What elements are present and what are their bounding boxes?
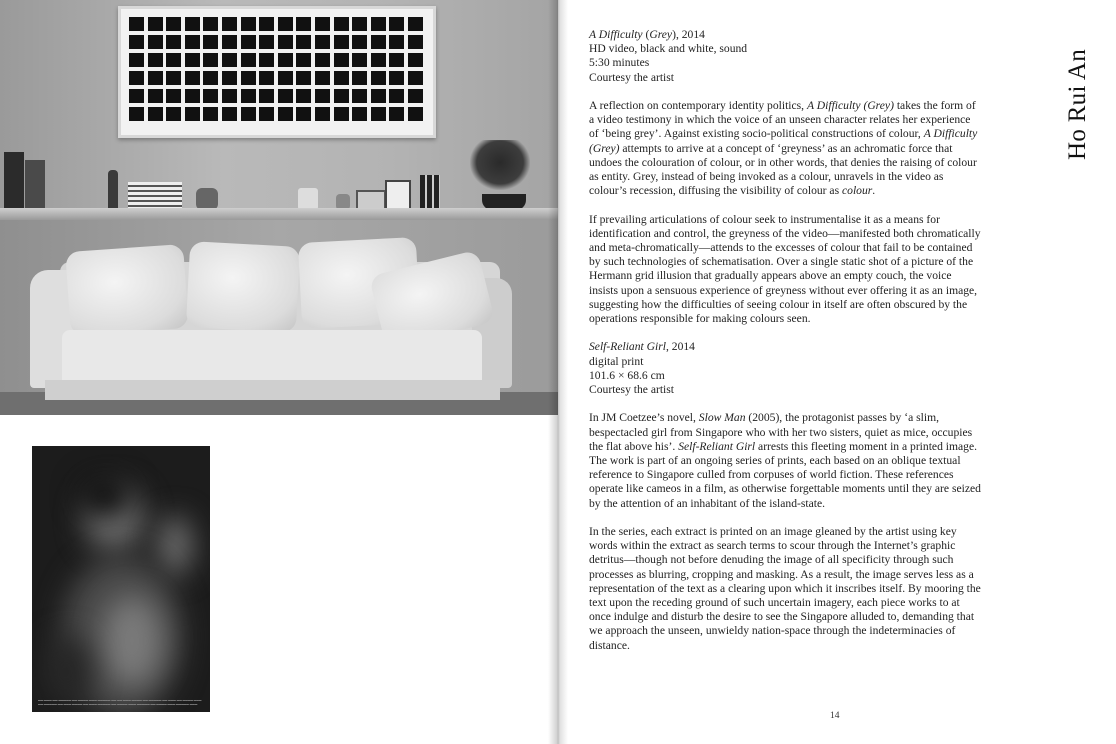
grid-square bbox=[371, 35, 386, 49]
grid-square bbox=[352, 17, 367, 31]
pillow bbox=[186, 241, 300, 333]
grid-square bbox=[408, 17, 423, 31]
grid-square bbox=[129, 89, 144, 103]
grid-square bbox=[408, 35, 423, 49]
grid-square bbox=[408, 53, 423, 67]
books-left bbox=[4, 152, 24, 210]
grid-square bbox=[166, 17, 181, 31]
grid-square bbox=[371, 89, 386, 103]
grid-square bbox=[129, 107, 144, 121]
work2-title-line bbox=[589, 340, 981, 354]
grid-square bbox=[166, 35, 181, 49]
grid-square bbox=[296, 71, 311, 85]
grid-square bbox=[148, 71, 163, 85]
grid-square bbox=[241, 107, 256, 121]
hermann-grid bbox=[129, 17, 423, 121]
grid-square bbox=[352, 89, 367, 103]
grid-square bbox=[315, 17, 330, 31]
grid-square bbox=[352, 107, 367, 121]
grid-square bbox=[185, 107, 200, 121]
work1-title-line: A Difficulty (Grey), 2014 bbox=[589, 28, 705, 41]
grid-square bbox=[371, 53, 386, 67]
grid-square bbox=[408, 71, 423, 85]
figurine bbox=[108, 170, 118, 210]
work-title-inline: Self-Reliant Girl bbox=[678, 439, 756, 453]
grid-square bbox=[296, 107, 311, 121]
print-caption-illegible: ▬▬ ▬▬▬ ▬▬ ▬▬▬▬▬ ▬▬ ▬▬▬▬ ▬▬▬ ▬▬▬▬▬ ▬▬ ▬▬ ▬▬▬ ▬▬▬▬ ▬▬ ▬▬▬▬▬ ▬▬ ▬▬▬ ▬▬ ▬▬▬▬ ▬▬▬ ▬▬ ▬▬▬▬▬ ▬▬ ▬▬▬ ▬▬▬▬ ▬▬ ▬▬▬ ▬▬▬▬▬ ▬▬ ▬▬▬▬ ▬▬▬ ▬▬▬▬▬ ▬▬ ▬▬▬▬ ▬▬▬ ▬▬▬▬▬ ▬▬▬ bbox=[38, 699, 202, 706]
grid-square bbox=[389, 53, 404, 67]
grid-square bbox=[389, 35, 404, 49]
grid-square bbox=[334, 53, 349, 67]
text-run: takes the form of a video testimony in which the voice of an unseen character relates her experience of ‘being grey’. Against existing socio-political constructions of colour, bbox=[589, 99, 976, 141]
work2-dimensions: 101.6 × 68.6 cm bbox=[589, 368, 665, 382]
grid-square bbox=[278, 89, 293, 103]
grid-square bbox=[222, 107, 237, 121]
novel-title: Slow Man bbox=[698, 411, 746, 425]
work1-paragraph-1 bbox=[589, 99, 981, 198]
grid-square bbox=[334, 17, 349, 31]
text-run: . bbox=[872, 184, 876, 198]
work1-duration: 5:30 minutes bbox=[589, 56, 650, 70]
books-left-2 bbox=[25, 160, 45, 210]
grid-square bbox=[222, 53, 237, 67]
grid-square bbox=[371, 71, 386, 85]
grid-square bbox=[148, 35, 163, 49]
work-title-inline: A Difficulty (Grey) bbox=[806, 99, 894, 112]
grid-square bbox=[129, 71, 144, 85]
grid-square bbox=[203, 53, 218, 67]
grid-square bbox=[389, 71, 404, 85]
grid-square bbox=[408, 107, 423, 121]
grid-square bbox=[185, 89, 200, 103]
grid-square bbox=[259, 71, 274, 85]
grid-square bbox=[166, 71, 181, 85]
grid-square bbox=[222, 89, 237, 103]
mug bbox=[298, 188, 318, 210]
grid-square bbox=[259, 89, 274, 103]
grid-square bbox=[389, 89, 404, 103]
grid-square bbox=[334, 107, 349, 121]
grid-square bbox=[222, 17, 237, 31]
grid-square bbox=[296, 35, 311, 49]
grid-square bbox=[222, 71, 237, 85]
grid-square bbox=[241, 35, 256, 49]
work2-title: Self-Reliant Girl bbox=[589, 340, 666, 354]
pillow bbox=[65, 244, 189, 336]
grid-square bbox=[185, 17, 200, 31]
grid-square bbox=[129, 35, 144, 49]
text-run: A Difficulty bbox=[923, 127, 978, 141]
grid-square bbox=[129, 17, 144, 31]
sofa-base bbox=[45, 380, 500, 400]
grid-square bbox=[148, 89, 163, 103]
grid-square bbox=[203, 17, 218, 31]
artwork-photo-couch bbox=[0, 0, 558, 415]
work1-credit: Courtesy the artist bbox=[589, 70, 675, 84]
grid-square bbox=[315, 35, 330, 49]
work2-year: , 2014 bbox=[665, 340, 695, 354]
grid-square bbox=[203, 107, 218, 121]
grid-square bbox=[371, 17, 386, 31]
blurred-figure-hand bbox=[158, 516, 192, 576]
grid-square bbox=[203, 35, 218, 49]
artist-name: Ho Rui An bbox=[1064, 48, 1091, 160]
work2-caption bbox=[589, 340, 981, 397]
blurred-figure-shade bbox=[42, 636, 92, 706]
work1-paragraph-2: If prevailing articulations of colour seek to instrumentalise it as a means for identification and control, the greyness of the video—manifested both chromatically and meta-chromatically—attends to the excesses of colour that fail to be contained by such technologies of schematisation. Over a single static shot of a picture of the Hermann grid illusion that gradually appears above an empty couch, the voice insists upon a sensuous experience of greyness without ever offering it as an image, suggesting how the difficulties of seeing colour in itself are often obscured by the operations responsible for making colours seen. bbox=[589, 212, 981, 326]
grid-square bbox=[334, 71, 349, 85]
work1-year: , 2014 bbox=[675, 28, 705, 41]
grid-square bbox=[296, 89, 311, 103]
grid-square bbox=[259, 53, 274, 67]
bonsai-plant bbox=[470, 140, 530, 190]
grid-square bbox=[241, 71, 256, 85]
right-page bbox=[558, 0, 1116, 744]
grid-square bbox=[185, 71, 200, 85]
grid-square bbox=[185, 53, 200, 67]
grid-square bbox=[278, 107, 293, 121]
grid-square bbox=[222, 35, 237, 49]
grid-square bbox=[166, 53, 181, 67]
stack-of-books bbox=[128, 182, 182, 210]
work-title-inline: A Difficulty (Grey) bbox=[589, 127, 978, 155]
grid-square bbox=[241, 89, 256, 103]
grid-square bbox=[352, 53, 367, 67]
grid-square bbox=[315, 53, 330, 67]
work2-paragraph-1 bbox=[589, 411, 981, 510]
grid-square bbox=[259, 17, 274, 31]
grid-square bbox=[166, 107, 181, 121]
small-ornaments bbox=[196, 188, 218, 210]
grid-square bbox=[278, 71, 293, 85]
grid-square bbox=[185, 35, 200, 49]
work2-medium: digital print bbox=[589, 354, 644, 368]
grid-square bbox=[129, 53, 144, 67]
grid-square bbox=[278, 53, 293, 67]
text-run: A Difficulty bbox=[806, 99, 861, 112]
books-right bbox=[420, 175, 440, 210]
text-run: attempts to arrive at a concept of ‘greyness’ as an achromatic force that undoes the colouration of colour, or in other words, that denies the raising of colour as entity. Grey, instead of being invoked as a colour, unravels in the video as colour’s recession, diffusing the visibility of colour as bbox=[589, 141, 977, 198]
grid-square bbox=[259, 107, 274, 121]
work1-caption bbox=[589, 28, 981, 85]
grid-square bbox=[148, 17, 163, 31]
grid-square bbox=[203, 71, 218, 85]
grid-square bbox=[315, 89, 330, 103]
work1-title-a: A Difficulty bbox=[589, 28, 643, 41]
text-run: (2005), the protagonist passes by ‘a slim, bespectacled girl from Singapore who with her two sisters, quiet as mice, occupies the flat above his’. bbox=[589, 411, 973, 453]
hermann-grid-picture bbox=[118, 6, 436, 138]
work2-paragraph-2: In the series, each extract is printed on an image gleaned by the artist using key words within the extract as search terms to scour through the Internet’s graphic detritus—though not before denuding the image of all specificity through such processes as blurring, cropping and masking. As a result, the image serves less as a representation of the text as a clearing upon which it inscribes itself. By mooring the text upon the receding ground of such uncertain imagery, each piece works to at once indulge and disturb the desire to see the Singapore alluded to, demanding that we approach the unseen, unwieldy nation-space through the indeterminacies of distance. bbox=[589, 525, 981, 652]
grid-square bbox=[296, 17, 311, 31]
text-run: arrests this fleeting moment in a printed image. The work is part of an ongoing series of prints, each based on an oblique textual reference to Singapore culled from corpuses of world fiction. These references operate like cameos in a film, as otherwise forgettable moments until they are seized by the attention of an inhabitant of the island-state. bbox=[589, 439, 981, 510]
grid-square bbox=[352, 35, 367, 49]
text-run: In JM Coetzee’s novel, bbox=[589, 411, 699, 425]
grid-square bbox=[315, 107, 330, 121]
grid-square bbox=[315, 71, 330, 85]
grid-square bbox=[148, 53, 163, 67]
text-column bbox=[589, 28, 981, 667]
shelf bbox=[0, 208, 558, 220]
grid-square bbox=[334, 35, 349, 49]
grid-square bbox=[241, 17, 256, 31]
grid-square bbox=[148, 107, 163, 121]
grid-square bbox=[389, 17, 404, 31]
grid-square bbox=[278, 35, 293, 49]
text-run: Grey bbox=[867, 99, 891, 112]
grid-square bbox=[203, 89, 218, 103]
grid-square bbox=[371, 107, 386, 121]
emphasis-colour: colour bbox=[842, 184, 873, 198]
grid-square bbox=[408, 89, 423, 103]
book-gutter bbox=[548, 0, 568, 744]
blurred-figure-hair bbox=[80, 476, 130, 516]
text-run: A reflection on contemporary identity politics, bbox=[589, 99, 807, 112]
grid-square bbox=[166, 89, 181, 103]
grid-square bbox=[334, 89, 349, 103]
grid-square bbox=[389, 107, 404, 121]
work1-medium: HD video, black and white, sound bbox=[589, 42, 748, 56]
work2-credit: Courtesy the artist bbox=[589, 383, 675, 397]
grid-square bbox=[296, 53, 311, 67]
grid-square bbox=[259, 35, 274, 49]
grid-square bbox=[278, 17, 293, 31]
grid-square bbox=[352, 71, 367, 85]
grid-square bbox=[241, 53, 256, 67]
page-number: 14 bbox=[830, 711, 840, 721]
text-run: Grey bbox=[592, 141, 616, 155]
artist-name-vertical bbox=[1058, 30, 1098, 170]
work1-title-b: Grey bbox=[649, 28, 673, 41]
artwork-blurred-girl-print bbox=[32, 446, 210, 712]
blurred-figure-pattern bbox=[102, 596, 162, 686]
